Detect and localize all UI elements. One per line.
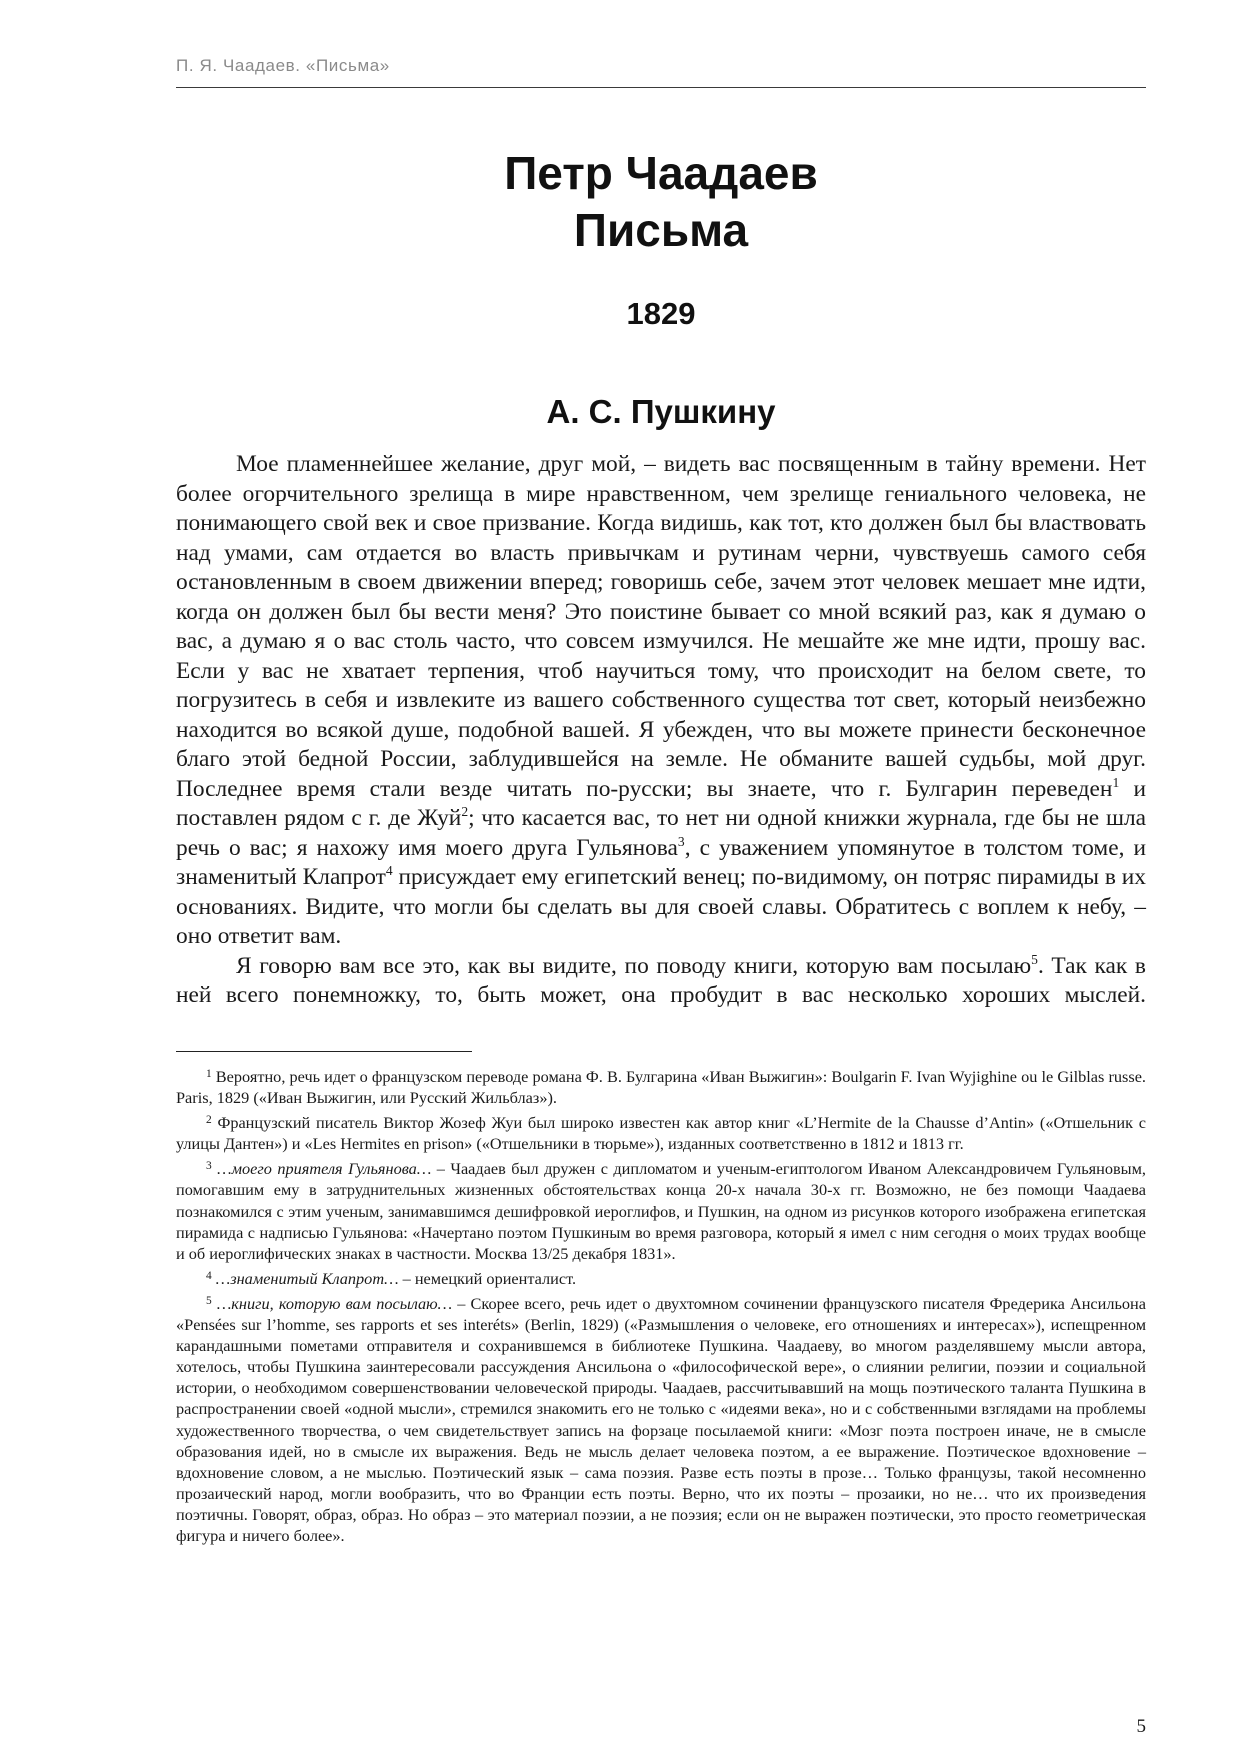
footnotes — [176, 1066, 1146, 1550]
running-head: П. Я. Чаадаев. «Письма» — [176, 56, 390, 75]
footnote-number: 4 — [206, 1269, 212, 1282]
footnote-lead: …знаменитый Клапрот… — [211, 1268, 399, 1288]
footnote: $^2$ Французский писатель Виктор Жозеф Жуи был широко известен как автор книг «L’Hermite de la Chausse d’Antin» («Отшельник с улицы Дантен») и «Les Hermites en prison» («Отшельники в тюрьме»), изданных соответственно в 1812 и 1813 гг. — [176, 1113, 1146, 1154]
footnote: $^3$ …моего приятеля Гульянова… – Чаадаев был дружен с дипломатом и ученым-египтологом Иваном Александровичем Гульяновым, помогавшим ему в затруднительных жизненных обстоятельствах конца 20-х начала 30-х гг. Возможно, не без помощи Чаадаева познакомился с этим ученым, занимавшимся дешифровкой иероглифов, и Пушкин, на одном из рисунков которого изображена египетская пирамида с надписью Гульянова: «Начертано поэтом Пушкиным во время разговора, который я имел с ним сегодня о моих трудах вообще и об иероглифических знаках в частности. Москва 13/25 декабря 1831». — [176, 1159, 1146, 1263]
footnote-number: 1 — [206, 1068, 212, 1080]
footnote: $^1$ Вероятно, речь идет о французском переводе романа Ф. В. Булгарина «Иван Выжигин»: Boulgarin F. Ivan Wyjighine ou le Gilblas russe. Paris, 1829 («Иван Выжигин, или Русский Жильблаз»). — [176, 1067, 1146, 1108]
footnote-number: 2 — [206, 1114, 212, 1127]
footnote-number: 3 — [206, 1160, 212, 1173]
footnote-ref-4[interactable]: 4 — [385, 863, 393, 879]
paragraph-1: Мое пламеннейшее желание, друг мой, – видеть вас посвященным в тайну времени. Нет более огорчительного зрелища в мире нравственном, чем зрелище гениального человека, не понимающего свой век и свое призвание. Когда видишь, как тот, кто должен был бы властвовать над умами, сам отдается во власть привычкам и рутинам черни, чувствуешь самого себя остановленным в своем движении вперед; говоришь себе, зачем этот человек мешает мне идти, когда он должен был бы вести меня? Это поистине бывает со мной всякий раз, как я думаю о вас, а думаю я о вас столь часто, что совсем измучился. Не мешайте же мне идти, прошу вас. Если у вас не хватает терпения, чтоб научиться тому, что происходит на белом свете, то погрузитесь в себя и извлеките из вашего собственного существа тот свет, который неизбежно находится во всякой душе, подобной вашей. Я убежден, что вы можете принести бесконечное благо этой бедной России, заблудившейся на земле. Не обманите вашей судьбы, мой друг. Последнее время стали везде читать по-русски; вы знаете, что г. Булгарин переведен$^1$ и поставлен рядом с г. де Жуй$^2$; что касается вас, то нет ни одной книжки журнала, где бы не шла речь о вас; я нахожу имя моего друга Гульянова$^3$, с уважением упомянутое в толстом томе, и знаменитый Клапрот$^4$ присуждает ему египетский венец; по-видимому, он потряс пирамиды в их основаниях. Видите, что могли бы сделать вы для своей славы. Обратитесь с воплем к небу, – оно ответит вам. — [176, 451, 1147, 949]
author-title: Петр Чаадаев — [504, 147, 818, 199]
footnote-lead: …книги, которую вам посылаю… — [211, 1293, 453, 1313]
addressee-heading: А. С. Пушкину — [546, 393, 776, 430]
footnote-ref-5[interactable]: 5 — [1031, 951, 1038, 967]
year-heading: 1829 — [626, 296, 696, 331]
footnote-ref-3[interactable]: 3 — [677, 833, 685, 849]
footnote-number: 5 — [206, 1294, 212, 1307]
footnote-ref-2[interactable]: 2 — [461, 804, 469, 820]
footnote: $^5$ …книги, которую вам посылаю… – Скорее всего, речь идет о двухтомном сочинении французского писателя Фредерика Ансильона «Pensées sur l’homme, ses rapports et ses interéts» (Berlin, 1829) («Размышления о человеке, его отношениях и интересах»), испещренном карандашными пометами отправителя и сохранившемся в библиотеке Пушкина. Чаадаеву, во многом разделявшему мысли автора, хотелось, чтобы Пушкина заинтересовали рассуждения Ансильона о «философической вере», о слиянии религии, поэзии и социальной истории, о необходимом совершенствовании человеческой природы. Чаадаев, рассчитывавший на мощь поэтического таланта Пушкина в распространении своей «одной мысли», стремился знакомить его не только с «идеями века», но и с собственными взглядами на проблемы художественного творчества, о чем свидетельствует запись на форзаце посылаемой книги: «Мозг поэта построен иначе, не в смысле образования идей, но в смысле их выражения. Ведь не мысль делает человека поэтом, а ее выражение. Поэтическое вдохновение – вдохновение словом, а не мыслью. Поэтический язык – сама поэзия. Разве есть поэты в прозе… Только французы, такой несомненно прозаический народ, могли вообразить, что во Франции есть поэты. Верно, что их поэты – прозаики, но не… что их произведения поэтичны. Говорят, образ, образ. Но образ – это материал поэзии, а не поэзия; если он не выражен поэтически, это просто геометрическая фигура и ничего более». — [176, 1293, 1146, 1545]
footnote-rule — [176, 1051, 472, 1052]
footnote-ref-1[interactable]: 1 — [1112, 774, 1120, 790]
footnote-lead: …моего приятеля Гульянова… — [211, 1159, 432, 1179]
paragraph-2: Я говорю вам все это, как вы видите, по поводу книги, которую вам посылаю$^5$. Так как в ней всего понемножку, то, быть может, она пробудит в вас несколько хороших мыслей. — [176, 951, 1146, 1008]
work-title: Письма — [573, 204, 749, 256]
page-number: 5 — [1136, 1716, 1146, 1737]
letter-body — [176, 450, 1146, 1011]
footnote: $^4$ …знаменитый Клапрот… – немецкий ориенталист. — [206, 1268, 577, 1288]
header-rule — [176, 87, 1146, 88]
